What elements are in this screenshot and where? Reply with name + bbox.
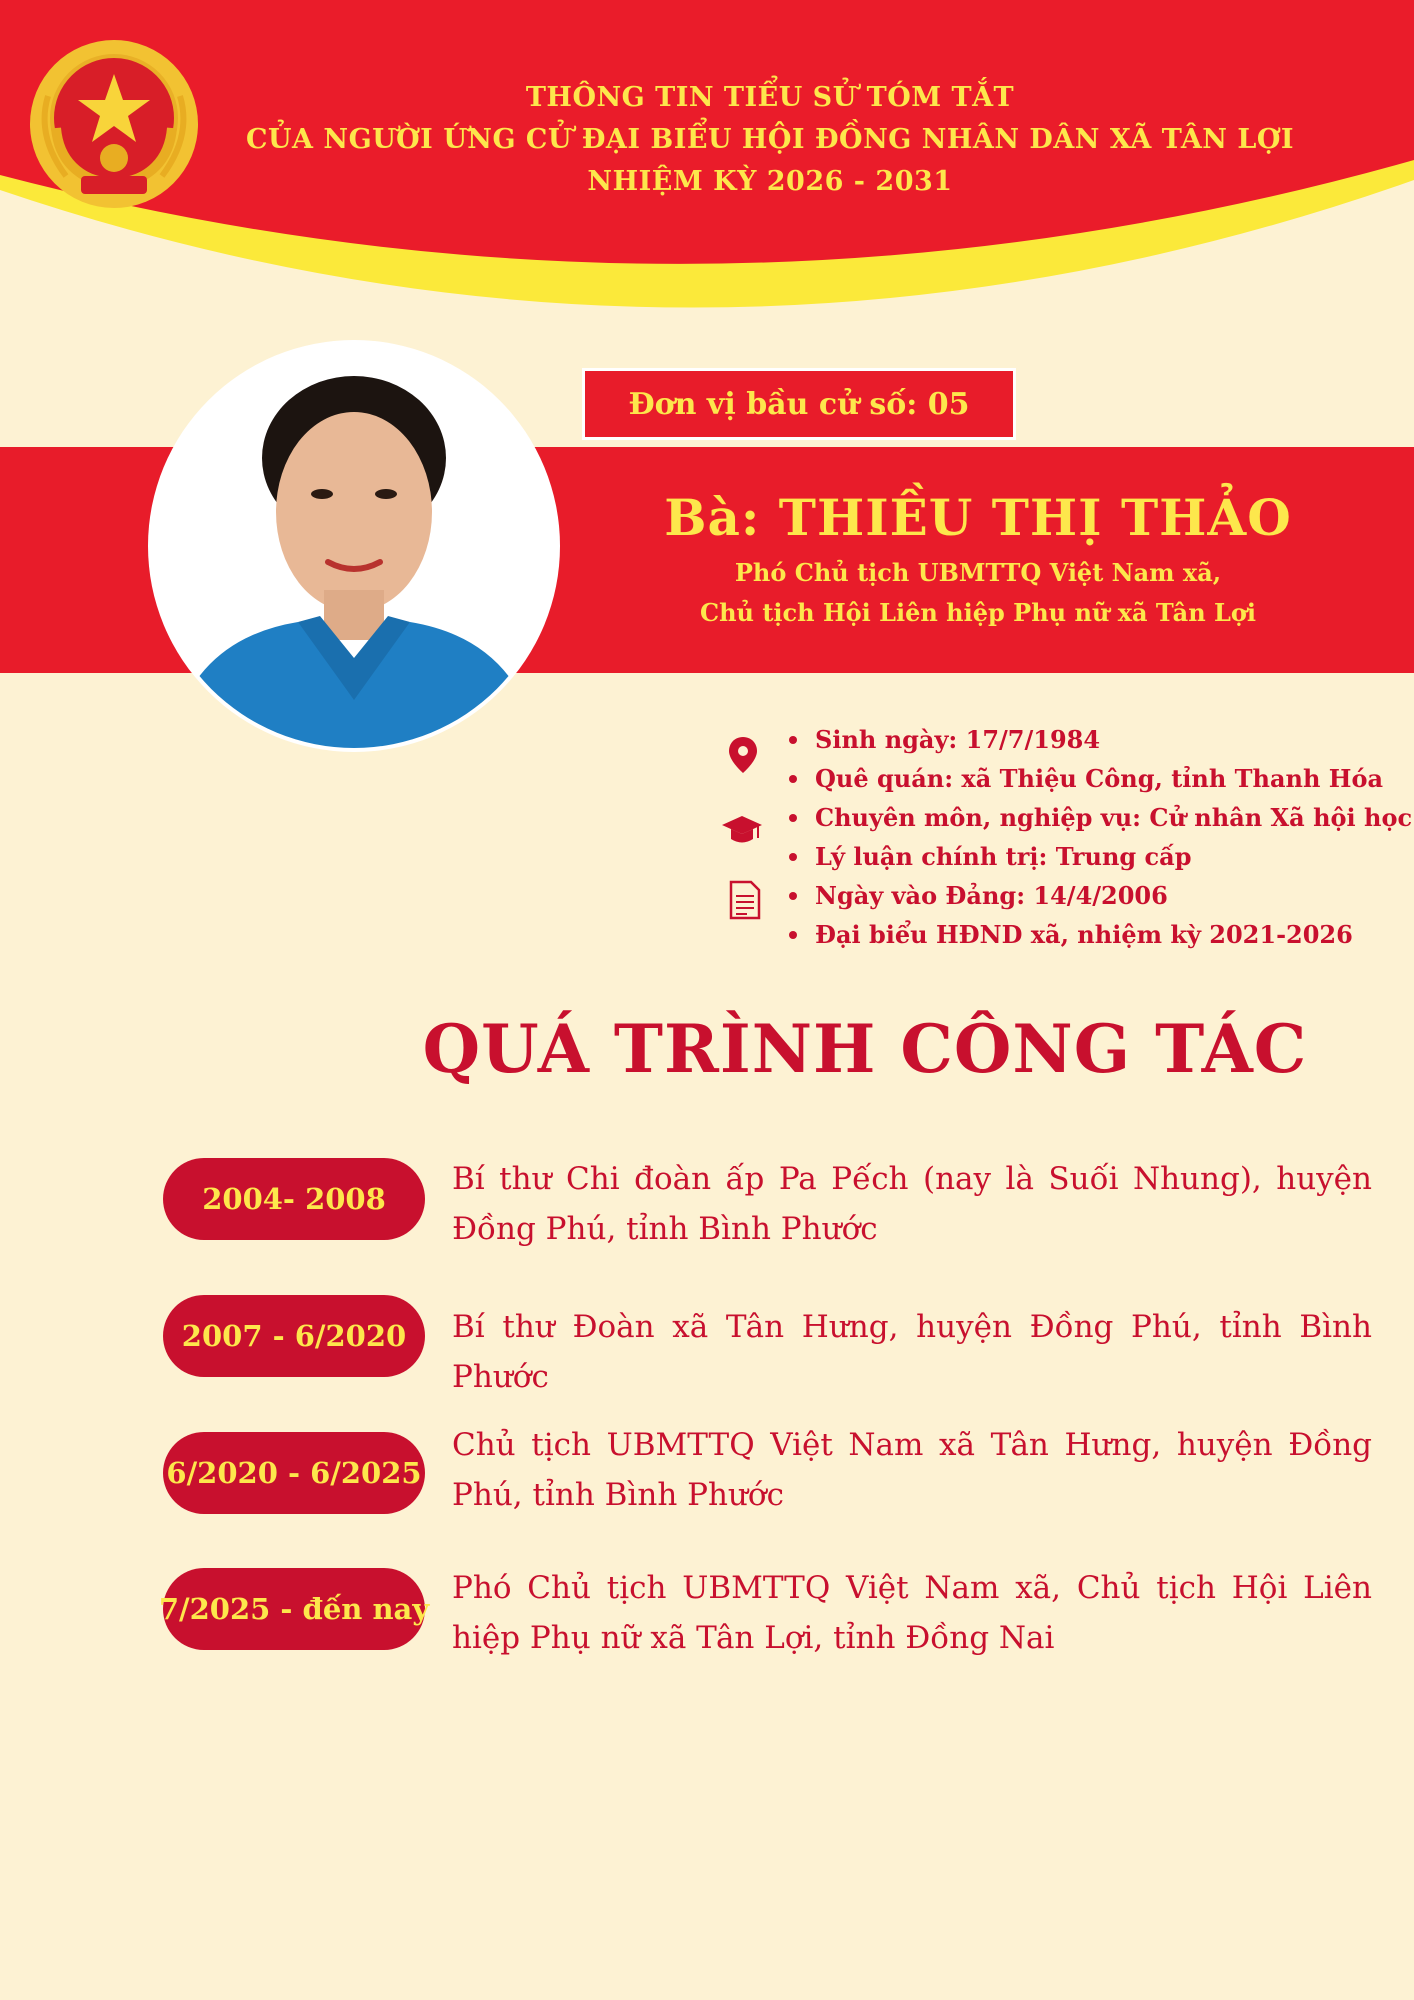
electoral-unit-box: Đơn vị bầu cử số: 05 — [582, 368, 1016, 440]
header-title-line1: THÔNG TIN TIỂU SỬ TÓM TẮT — [525, 82, 1015, 113]
career-section-title: QUÁ TRÌNH CÔNG TÁC — [422, 1010, 1308, 1088]
career-description: Chủ tịch UBMTTQ Việt Nam xã Tân Hưng, huyện Đồng Phú, tỉnh Bình Phước — [452, 1427, 1372, 1513]
career-period: 2007 - 6/2020 — [163, 1295, 425, 1377]
location-pin-icon — [723, 733, 763, 777]
career-description: Bí thư Chi đoàn ấp Pa Pếch (nay là Suối Nhung), huyện Đồng Phú, tỉnh Bình Phước — [452, 1161, 1372, 1247]
header-title-line3: NHIỆM KỲ 2026 - 2031 — [587, 166, 953, 197]
candidate-title-line1: Phó Chủ tịch UBMTTQ Việt Nam xã, — [734, 558, 1222, 587]
career-period: 7/2025 - đến nay — [163, 1568, 425, 1650]
header-title-line2: CỦA NGƯỜI ỨNG CỬ ĐẠI BIỂU HỘI ĐỒNG NHÂN DÂN XÃ TÂN LỢI — [246, 124, 1294, 155]
info-party-join-date: Ngày vào Đảng: 14/4/2006 — [785, 876, 1385, 915]
document-icon — [725, 878, 765, 922]
info-political-theory: Lý luận chính trị: Trung cấp — [785, 837, 1385, 876]
graduation-cap-icon — [722, 806, 762, 850]
info-birth-date: Sinh ngày: 17/7/1984 — [785, 720, 1385, 759]
candidate-portrait — [148, 340, 560, 752]
national-emblem-icon — [26, 36, 202, 212]
candidate-title-line2: Chủ tịch Hội Liên hiệp Phụ nữ xã Tân Lợi — [699, 598, 1257, 627]
personal-info-list — [785, 720, 1413, 954]
info-hometown: Quê quán: xã Thiệu Công, tỉnh Thanh Hóa — [785, 759, 1385, 798]
candidate-name: Bà: THIỀU THỊ THẢO — [664, 488, 1292, 547]
career-period: 6/2020 - 6/2025 — [163, 1432, 425, 1514]
career-period: 2004- 2008 — [163, 1158, 425, 1240]
info-qualification: Chuyên môn, nghiệp vụ: Cử nhân Xã hội học — [785, 798, 1385, 837]
career-description: Phó Chủ tịch UBMTTQ Việt Nam xã, Chủ tịch Hội Liên hiệp Phụ nữ xã Tân Lợi, tỉnh Đồng Nai — [452, 1570, 1372, 1656]
career-description: Bí thư Đoàn xã Tân Hưng, huyện Đồng Phú, tỉnh Bình Phước — [452, 1309, 1372, 1395]
info-council-term: Đại biểu HĐND xã, nhiệm kỳ 2021-2026 — [785, 915, 1385, 954]
